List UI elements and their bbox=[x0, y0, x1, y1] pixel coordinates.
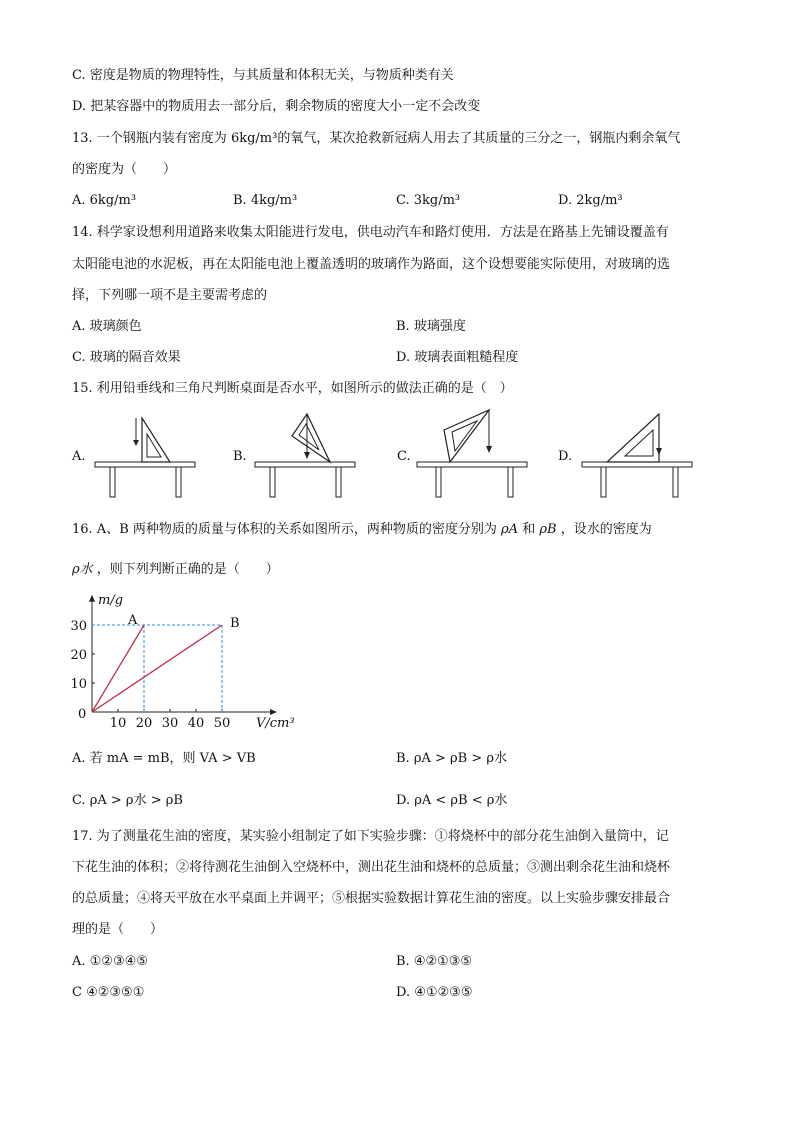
q13-option-b: B. 4kg/m³ bbox=[233, 193, 298, 208]
y-axis-label bbox=[98, 593, 123, 608]
q16-stem-line2-post: ，则下列判断正确的是（ ） bbox=[96, 562, 279, 577]
q16-and: 和 bbox=[522, 522, 536, 537]
q14-option-d: D. 玻璃表面粗糙程度 bbox=[396, 350, 519, 365]
origin-label: 0 bbox=[78, 707, 87, 722]
q17-option-a: A. ①②③④⑤ bbox=[72, 954, 148, 969]
q16-option-d: D. ρA < ρB < ρ水 bbox=[396, 793, 508, 808]
q16-option-b: B. ρA > ρB > ρ水 bbox=[396, 751, 508, 766]
q17-stem-line3: 的总质量；④将天平放在水平桌面上并调平；⑤根据实验数据计算花生油的密度。以上实验步骤安排最合 bbox=[72, 891, 671, 906]
q13-option-d: D. 2kg/m³ bbox=[558, 193, 623, 208]
y-tick-label: 30 bbox=[70, 619, 87, 634]
q14-option-a: A. 玻璃颜色 bbox=[72, 319, 142, 334]
x-tick-label: 10 bbox=[109, 716, 127, 731]
q14-option-b: B. 玻璃强度 bbox=[396, 319, 466, 334]
y-tick-label: 20 bbox=[70, 648, 87, 663]
q16-option-c: C. ρA > ρ水 > ρB bbox=[72, 793, 183, 808]
q13-stem-line2: 的密度为（ ） bbox=[72, 162, 177, 177]
series-line-b bbox=[92, 625, 222, 712]
q15-fig-c-label: C. bbox=[397, 449, 411, 464]
q17-option-d: D. ④①②③⑤ bbox=[396, 985, 473, 1000]
q17-stem-line1: 17. 为了测量花生油的密度，某实验小组制定了如下实验步骤：①将烧杯中的部分花生油倒入量筒中，记 bbox=[72, 829, 669, 844]
q15-fig-d-label: D. bbox=[558, 449, 573, 464]
q15-figure-c bbox=[414, 408, 532, 500]
q12-option-c: C. 密度是物质的物理特性，与其质量和体积无关，与物质种类有关 bbox=[72, 68, 454, 83]
q14-stem-line1: 14. 科学家设想利用道路来收集太阳能进行发电，供电动汽车和路灯使用．方法是在路基上先铺设覆盖有 bbox=[72, 225, 669, 240]
x-tick-label: 30 bbox=[161, 716, 179, 731]
q15-figure-d bbox=[579, 408, 695, 500]
series-label-b: B bbox=[230, 616, 240, 631]
q16-rho-water: ρ水 bbox=[72, 562, 93, 577]
q16-stem-line1-post: ，设水的密度为 bbox=[560, 522, 652, 537]
q16-stem-line1 bbox=[72, 521, 652, 539]
q13-option-c: C. 3kg/m³ bbox=[396, 193, 461, 208]
x-tick-label: 50 bbox=[213, 716, 231, 731]
q17-stem-line2: 下花生油的体积；②将待测花生油倒入空烧杯中，测出花生油和烧杯的总质量；③测出剩余花生油和烧杯 bbox=[72, 860, 671, 875]
q15-fig-b-label: B. bbox=[233, 449, 247, 464]
q16-stem-line2 bbox=[72, 561, 279, 579]
q16-rho-a: ρA bbox=[501, 522, 519, 537]
x-tick-label: 40 bbox=[187, 716, 205, 731]
q14-stem-line2: 太阳能电池的水泥板，再在太阳能电池上覆盖透明的玻璃作为路面，这个设想要能实际使用，对玻璃的选 bbox=[72, 257, 671, 272]
series-line-a bbox=[92, 625, 144, 712]
q12-option-d: D. 把某容器中的物质用去一部分后，剩余物质的密度大小一定不会改变 bbox=[72, 99, 481, 114]
x-axis-label-text: V/cm³ bbox=[256, 716, 295, 731]
y-axis-arrow bbox=[89, 595, 95, 602]
y-axis-label-text: m/g bbox=[98, 592, 124, 608]
x-axis-arrow bbox=[270, 709, 277, 715]
q15-figure-b bbox=[252, 412, 358, 500]
q17-stem-line4: 理的是（ ） bbox=[72, 922, 164, 937]
q16-rho-b: ρB bbox=[539, 522, 557, 537]
q16-mass-volume-chart bbox=[68, 592, 295, 732]
q16-stem-line1-pre: 16. A、B 两种物质的质量与体积的关系如图所示，两种物质的密度分别为 bbox=[72, 522, 497, 537]
series-label-a: A bbox=[128, 613, 138, 628]
q15-fig-a-label: A. bbox=[72, 449, 86, 464]
q13-stem-line1: 13. 一个钢瓶内装有密度为 6kg/m³的氧气，某次抢救新冠病人用去了其质量的三分之一，钢瓶内剩余氧气 bbox=[72, 131, 681, 146]
q15-figure-a bbox=[92, 412, 198, 500]
q15-stem: 15. 利用铅垂线和三角尺判断桌面是否水平，如图所示的做法正确的是（ ） bbox=[72, 381, 513, 396]
q17-option-c: C ④②③⑤① bbox=[72, 985, 145, 1000]
q14-stem-line3: 择，下列哪一项不是主要需考虑的 bbox=[72, 288, 268, 303]
q17-option-b: B. ④②①③⑤ bbox=[396, 954, 473, 969]
q13-option-a: A. 6kg/m³ bbox=[72, 193, 137, 208]
x-axis-label bbox=[256, 716, 295, 731]
y-tick-label: 10 bbox=[70, 677, 87, 692]
q16-option-a: A. 若 mA = mB，则 VA > VB bbox=[72, 751, 256, 766]
q14-option-c: C. 玻璃的隔音效果 bbox=[72, 350, 181, 365]
x-tick-label: 20 bbox=[135, 716, 153, 731]
